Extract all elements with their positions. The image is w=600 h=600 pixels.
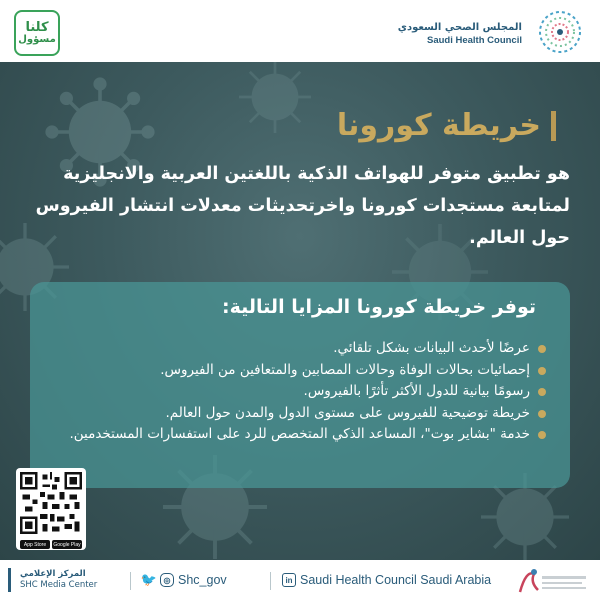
instagram-icon: ◎ [160,573,174,587]
divider [130,572,131,590]
bullet-icon [538,410,546,418]
bullet-icon [538,431,546,439]
store-badges [20,540,82,549]
feature-text: رسومًا بيانية للدول الأكثر تأثرًا بالفيروس. [303,383,530,399]
list-item [46,360,546,382]
features-list [46,338,546,446]
title-row [337,108,556,143]
list-item [46,381,546,403]
page-title: خريطة كورونا [336,108,541,143]
features-title: توفر خريطة كورونا المزايا التالية: [222,296,536,318]
divider [270,572,271,590]
virus-icon [230,62,320,142]
council-name-en: Saudi Health Council [426,35,522,46]
footer [0,560,600,600]
linkedin-icon: in [282,573,296,587]
media-center-icon [8,568,16,592]
bullet-icon [538,345,546,353]
linkedin-handle[interactable]: Saudi Health Council Saudi Arabia [300,573,492,587]
twitter-handle[interactable]: Shc_gov [178,573,227,587]
media-center [8,568,97,592]
campaign-logo-line2: مسؤول [18,33,56,45]
list-item [46,424,546,446]
shc-emblem-icon [536,8,584,56]
twitter-instagram-handle[interactable] [142,573,227,587]
feature-text: خريطة توضيحية للفيروس على مستوى الدول والمدن حول العالم. [165,404,530,421]
campaign-logo-line1: كلنا [25,19,49,35]
intro-text: هو تطبيق متوفر للهواتف الذكية باللغتين العربية والانجليزية لمتابعة مستجدات كورونا واخرتحديثات معدلات انتشار الفيروس حول العالم. [35,164,570,248]
features-box [30,282,570,488]
main-panel [0,62,600,560]
header [0,0,600,62]
feature-text: إحصائيات بحالات الوفاة وحالات المصابين والمتعافين من الفيروس. [160,361,530,378]
feature-text: خدمة "بشاير بوت"، المساعد الذكي المتخصص للرد على استفسارات المستخدمين. [69,426,530,442]
google-play-badge[interactable]: Google Play [53,541,81,548]
twitter-icon: 🐦 [140,572,158,587]
linkedin-link[interactable] [282,573,491,587]
list-item [46,338,546,360]
media-center-ar: المركز الإعلامي [20,569,86,579]
app-store-badge[interactable]: App Store [20,540,50,549]
council-name-ar: المجلس الصحي السعودي [397,22,522,33]
qr-code[interactable] [20,472,82,534]
campaign-logo [14,10,60,56]
qr-card[interactable] [16,468,86,550]
title-accent-bar [551,111,556,141]
media-center-en: SHC Media Center [20,580,98,590]
feature-text: عرضًا لأحدث البيانات بشكل تلقائي. [333,340,530,356]
bullet-icon [538,367,546,375]
nicc-logo [512,564,590,598]
list-item [46,403,546,425]
council-logo [384,8,584,56]
bullet-icon [538,388,546,396]
